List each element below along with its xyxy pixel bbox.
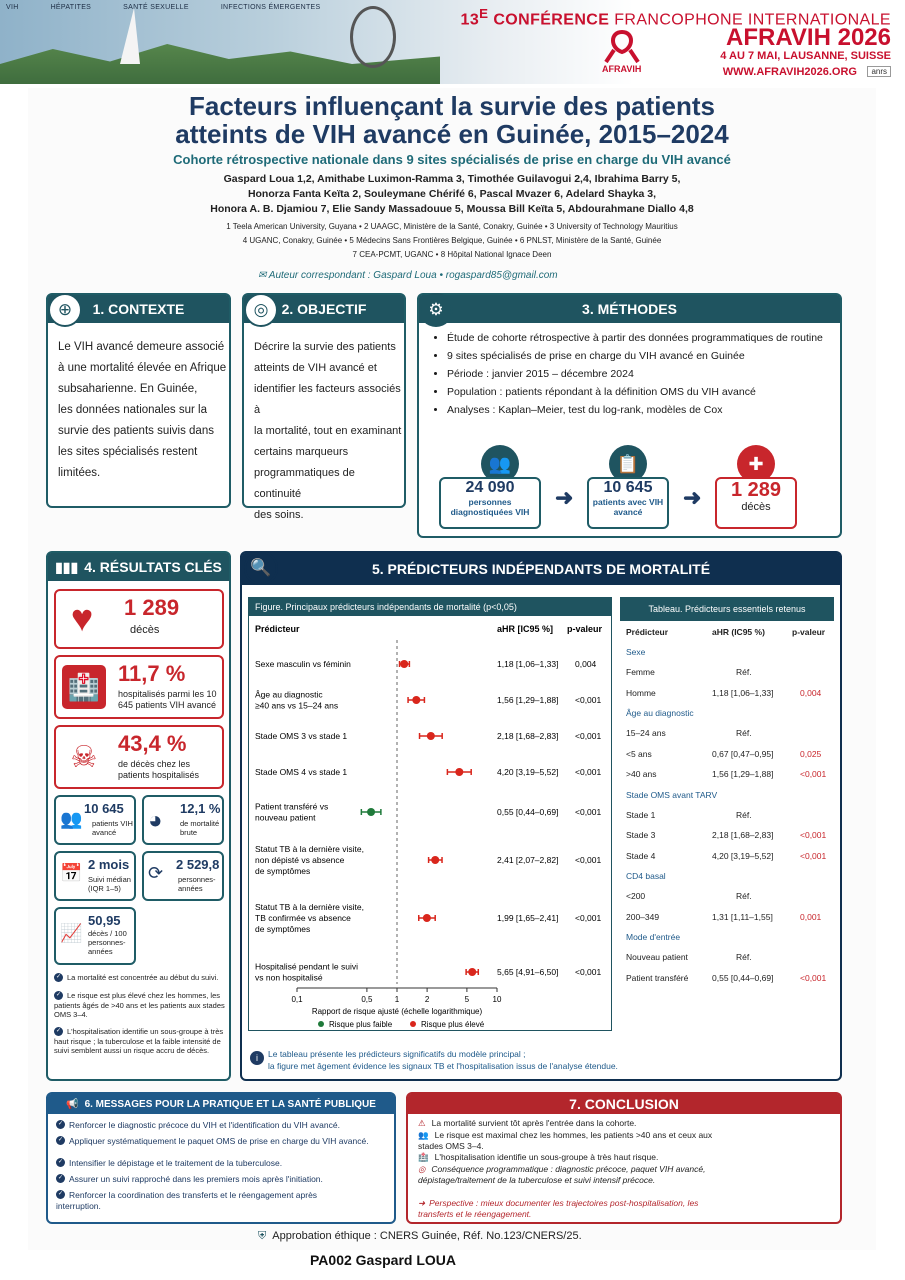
table-cell: Réf.	[736, 809, 752, 820]
column-header: Prédicteur	[255, 624, 300, 634]
bullet-text: Le risque est plus élevé chez les hommes, les patients âgés de >40 ans et les patients aux stades OMS 3–4.	[54, 991, 225, 1019]
text-line: atteints de VIH avancé et	[254, 362, 377, 374]
conclusion-item	[418, 1118, 718, 1129]
topic: INFECTIONS ÉMERGENTES	[220, 4, 321, 11]
conclusion-item	[418, 1152, 718, 1163]
stat-number: 12,1 %	[180, 801, 221, 816]
flow-number: 1 289	[730, 479, 782, 501]
flow-number: 10 645	[603, 479, 653, 496]
p-value: <0,001	[575, 695, 602, 705]
magnifier-icon: 🔍	[244, 551, 278, 585]
table-cell: 1,56 [1,29–1,88]	[712, 769, 774, 779]
legend-marker	[318, 1021, 324, 1027]
table-cell: Réf.	[736, 667, 752, 677]
text-line: subsaharienne. En Guinée,	[58, 383, 198, 395]
authors-line: Honorza Fanta Keïta 2, Souleymane Chérifé 6, Pascal Mvazer 6, Adelard Shayka 3,	[247, 188, 657, 200]
pie-icon: ◕	[148, 807, 163, 834]
flow-label: décès	[741, 501, 771, 513]
hr-value: 4,20 [3,19–5,52]	[497, 767, 559, 777]
list-item: • 9 sites spécialisés de prise en charge du VIH avancé en Guinée	[447, 349, 833, 364]
resultats-header	[48, 553, 229, 581]
poster	[28, 88, 876, 1250]
p-value: <0,001	[575, 767, 602, 777]
stat-label: patients VIH avancé	[92, 819, 133, 837]
table-section: CD4 basal	[626, 871, 666, 881]
x-tick-label: 5	[464, 995, 470, 1004]
table-cell: >40 ans	[626, 769, 657, 779]
conclusion-title: 7. CONCLUSION	[569, 1096, 679, 1112]
table-cell: 0,004	[800, 687, 822, 698]
message-text: Assurer un suivi rapproché dans les premiers mois après l'initiation.	[69, 1174, 323, 1184]
hr-point	[367, 808, 375, 816]
contexte-title: 1. CONTEXTE	[92, 301, 185, 317]
hospital-icon: 🏥	[62, 665, 106, 709]
message-text: Intensifier le dépistage et le traitement de la tuberculose.	[69, 1158, 283, 1168]
text-line: à une mortalité élevée en Afrique	[58, 362, 227, 374]
conclusion-text: L'hospitalisation identifie un sous-groupe à très haut risque.	[434, 1152, 659, 1162]
hr-value: 2,18 [1,68–2,83]	[497, 731, 559, 741]
predictor-label: Stade OMS 3 vs stade 1	[255, 731, 348, 741]
list-item: • Période : janvier 2015 – décembre 2024	[447, 367, 833, 382]
arrow-right-icon: ➜	[683, 485, 702, 510]
forest-plot	[248, 597, 612, 1031]
conclusion-item	[418, 1164, 718, 1186]
p-value: <0,001	[575, 855, 602, 865]
conclusion-text: Conséquence programmatique : diagnostic précoce, paquet VIH avancé, dépistage/traitement de la tuberculose et suivi intensif précoce.	[418, 1164, 706, 1185]
conclusion-text: La mortalité survient tôt après l'entrée dans la cohorte.	[431, 1118, 637, 1128]
correspondent[interactable]	[258, 270, 558, 281]
conf-word: CONFÉRENCE	[493, 11, 610, 29]
text-line: certains marqueurs	[254, 446, 349, 458]
x-tick-label: 10	[492, 995, 502, 1004]
check-icon: ✓	[57, 1175, 64, 1181]
table-cell: 1,31 [1,11–1,55]	[712, 911, 773, 922]
hr-point	[427, 732, 435, 740]
key-number: 1 289	[124, 595, 180, 620]
stat-number: 10 645	[84, 801, 124, 816]
text-line: identifier les facteurs associés à	[254, 383, 401, 416]
x-axis-label: Rapport de risque ajusté (échelle logarithmique)	[311, 1007, 483, 1016]
perspective-text: Perspective : mieux documenter les trajectoires post-hospitalisation, les transferts et le réengagement.	[418, 1198, 699, 1219]
calendar-icon: 📅	[60, 863, 83, 883]
hr-point	[423, 914, 431, 922]
table-cell: <0,001	[800, 769, 827, 779]
hr-value: 1,56 [1,29–1,88]	[497, 695, 559, 705]
table-section: Sexe	[626, 647, 646, 657]
table-cell: 0,025	[800, 748, 822, 759]
topic: HÉPATITES	[50, 4, 92, 11]
shield-icon: ⛨	[258, 1230, 267, 1242]
logo-text: AFRAVIH	[602, 64, 642, 74]
list-item: • Analyses : Kaplan–Meier, test du log-rank, modèles de Cox	[447, 403, 833, 418]
stat-person-years	[142, 851, 224, 901]
predictor-label: Statut TB à la dernière visite,	[255, 902, 364, 912]
target-icon: ◎	[244, 293, 278, 327]
hr-point	[400, 660, 408, 668]
legend-marker	[410, 1021, 416, 1027]
messages-panel	[46, 1092, 396, 1224]
message-item	[56, 1120, 386, 1131]
people-icon: 👥	[60, 809, 83, 829]
table-cell: <0,001	[800, 850, 827, 861]
note-line: la figure met âgement évidence les signaux TB et l'hospitalisation issus de l'analyse étendue.	[268, 1061, 618, 1071]
table-cell: Stade 3	[626, 830, 656, 840]
table-header: aHR (IC95 %)	[712, 627, 765, 637]
conclusion-item	[418, 1130, 718, 1152]
p-value: 0,004	[575, 659, 597, 669]
table-cell: <0,001	[800, 830, 827, 840]
list-item: • Population : patients répondant à la définition OMS du VIH avancé	[447, 385, 833, 400]
predictor-label: Patient transféré vs	[255, 801, 329, 812]
gear-icon: ⚙	[419, 293, 453, 327]
methodes-panel	[417, 293, 842, 538]
table-cell: 0,55 [0,44–0,69]	[712, 972, 774, 983]
flow-box-advanced	[587, 477, 669, 529]
table-cell: Stade 1	[626, 809, 656, 820]
predictor-label: TB confirmée vs absence	[255, 913, 351, 923]
predictor-label: Stade OMS 4 vs stade 1	[255, 767, 348, 777]
flow-label: patients avec VIH avancé	[592, 497, 664, 517]
stat-label: décès / 100 personnes-années	[88, 929, 127, 956]
table-cell: 200–349	[626, 911, 660, 922]
message-item	[56, 1174, 386, 1185]
people-icon: 👥	[481, 445, 519, 483]
bullet-text: La mortalité est concentrée au début du suivi.	[67, 973, 219, 982]
table-cell: 1,18 [1,06–1,33]	[712, 687, 774, 698]
table-cell: Nouveau patient	[626, 952, 688, 962]
topic: SANTÉ SEXUELLE	[123, 4, 189, 11]
authors-line: Honora A. B. Djamiou 7, Elie Sandy Massadouue 5, Moussa Bill Keïta 5, Abdourahmane Diallo 4,8	[210, 203, 694, 215]
p-value: <0,001	[575, 731, 602, 741]
key-hospital-deaths	[54, 725, 224, 789]
predicteurs-header	[242, 553, 840, 585]
hr-value: 1,18 [1,06–1,33]	[497, 659, 559, 669]
text-line: survie des patients suivis dans	[58, 425, 214, 437]
predictor-label: vs non hospitalisé	[255, 972, 323, 983]
table-section: Mode d'entrée	[626, 932, 681, 942]
key-number: 43,4 %	[118, 731, 187, 756]
stat-label: Suivi médian (IQR 1–5)	[88, 875, 131, 893]
table-cell: Femme	[626, 667, 655, 677]
sculpture-illustration	[350, 6, 396, 68]
arrow-right-icon: ➜	[418, 1198, 426, 1208]
methodes-header	[419, 295, 840, 323]
info-icon: i	[250, 1051, 264, 1065]
methodes-list	[433, 331, 833, 421]
key-deaths	[54, 589, 224, 649]
authors-line: Gaspard Loua 1,2, Amithabe Luximon-Ramma 3, Timothée Guilavogui 2,4, Ibrahima Barry 5,	[223, 173, 681, 185]
check-icon: ✓	[55, 992, 62, 998]
x-tick-label: 2	[424, 995, 430, 1004]
stat-label: personnes-années	[178, 875, 216, 893]
table-header: Prédicteur	[626, 627, 669, 637]
table-cell: 0,67 [0,47–0,95]	[712, 748, 774, 759]
message-item	[56, 1158, 386, 1169]
subtitle: Cohorte rétrospective nationale dans 9 sites spécialisés de prise en charge du VIH avancé	[173, 152, 731, 167]
flow-box-deaths	[715, 477, 797, 529]
column-header: aHR [IC95 %]	[497, 624, 554, 634]
stat-followup	[54, 851, 136, 901]
conference-dates: 4 AU 7 MAI, LAUSANNE, SUISSE	[720, 50, 891, 62]
clipboard-icon: 📋	[609, 445, 647, 483]
medical-cross-icon: ✚	[737, 445, 775, 483]
forest-plot-svg	[249, 616, 611, 1030]
table-cell: <0,001	[800, 972, 827, 983]
stat-label: de mortalité brute	[180, 819, 220, 837]
conference-website[interactable]: WWW.AFRAVIH2026.ORG	[722, 66, 857, 78]
flow-number: 24 090	[465, 479, 515, 496]
conclusion-header	[408, 1094, 840, 1114]
result-bullet	[54, 973, 226, 983]
title-line-2: atteints de VIH avancé en Guinée, 2015–2024	[175, 119, 729, 149]
anrs-logo: anrs	[867, 66, 891, 77]
conclusion-perspective	[418, 1198, 718, 1220]
correspondent-text: Auteur correspondant : Gaspard Loua • rogaspard85@gmail.com	[268, 270, 558, 281]
conference-banner	[0, 0, 905, 84]
result-bullet	[54, 991, 226, 1020]
person-cycle-icon: ⟳	[148, 863, 164, 883]
hr-value: 5,65 [4,91–6,50]	[497, 967, 559, 977]
predictor-label: Hospitalisé pendant le suivi	[255, 961, 359, 972]
hr-value: 1,99 [1,65–2,41]	[497, 913, 559, 923]
hr-point	[468, 968, 476, 976]
predictor-label: Sexe masculin vs féminin	[255, 659, 351, 669]
conf-word2: FRANCOPHONE INTERNATIONALE	[614, 11, 891, 29]
x-tick-label: 0,1	[291, 995, 303, 1004]
flow-label: personnes diagnostiquées VIH	[450, 497, 530, 517]
list-item: • Étude de cohorte rétrospective à partir des données programmatiques de routine	[447, 331, 833, 346]
table-section: Stade OMS avant TARV	[626, 789, 718, 800]
key-number: 11,7 %	[118, 661, 186, 686]
hr-point	[431, 856, 439, 864]
figure-title: Figure. Principaux prédicteurs indépendants de mortalité (p<0,05)	[249, 598, 611, 616]
predictor-label: ≥40 ans vs 15–24 ans	[255, 700, 339, 711]
stat-rate	[54, 907, 136, 965]
afravih-ribbon-logo	[600, 30, 644, 74]
bullet-text: L'hospitalisation identifie un sous-groupe à très haut risque ; la tuberculose et la faible intensité de suivi semblent aussi un risque accru de décès.	[54, 1027, 224, 1055]
envelope-icon: ✉	[258, 270, 269, 281]
hospital-icon: 🏥	[418, 1152, 429, 1162]
predicteurs-title: 5. PRÉDICTEURS INDÉPENDANTS DE MORTALITÉ	[371, 561, 711, 577]
messages-title: 6. MESSAGES POUR LA PRATIQUE ET LA SANTÉ PUBLIQUE	[84, 1098, 376, 1110]
table-cell: 15–24 ans	[626, 728, 666, 738]
stat-mortality	[142, 795, 224, 845]
table-cell: Réf.	[736, 891, 752, 901]
p-value: <0,001	[575, 967, 602, 977]
table-cell: <5 ans	[626, 748, 652, 759]
result-bullet	[54, 1027, 226, 1056]
legend-label: Risque plus faible	[329, 1020, 393, 1029]
key-label: décès	[130, 624, 160, 636]
ethics-text: Approbation éthique : CNERS Guinée, Réf. No.123/CNERS/25.	[272, 1230, 582, 1242]
skull-icon: ☠	[70, 740, 98, 774]
contexte-text	[58, 337, 226, 484]
people-icon: 👥	[418, 1130, 429, 1140]
flow-box-diagnosed	[439, 477, 541, 529]
message-text: Appliquer systématiquement le paquet OMS de prise en charge du VIH avancé.	[69, 1136, 369, 1146]
predicteurs-note	[250, 1049, 618, 1071]
hr-value: 2,41 [2,07–2,82]	[497, 855, 559, 865]
key-label: hospitalisés parmi les 10 645 patients VIH avancé	[118, 689, 217, 710]
arrow-right-icon: ➜	[555, 485, 574, 510]
hr-point	[412, 696, 420, 704]
sailboat-illustration	[120, 8, 140, 64]
text-line: Décrire la survie des patients	[254, 341, 396, 353]
topic: VIH	[6, 4, 19, 11]
globe-icon: ⊕	[48, 293, 82, 327]
table-cell: Stade 4	[626, 850, 656, 861]
table-cell: Réf.	[736, 952, 752, 962]
affiliation-line: 1 Teela American University, Guyana • 2 UAAGC, Ministère de la Santé, Conakry, Guinée • 3 University of Technology Mauritius	[226, 222, 678, 231]
text-line: limitées.	[58, 467, 101, 479]
predictor-label: non dépisté vs absence	[255, 855, 345, 865]
ethics-approval	[258, 1230, 582, 1243]
predictor-label: Statut TB à la dernière visite,	[255, 844, 364, 854]
conference-name: AFRAVIH 2026	[726, 24, 891, 51]
affiliation-line: 4 UGANC, Conakry, Guinée • 5 Médecins Sans Frontières Belgique, Guinée • 6 PNLST, Ministère de la Santé, Guinée	[242, 236, 662, 245]
table-cell: 4,20 [3,19–5,52]	[712, 850, 774, 861]
hr-value: 0,55 [0,44–0,69]	[497, 807, 559, 817]
megaphone-icon: 📢	[66, 1098, 79, 1110]
stat-number: 50,95	[88, 913, 121, 928]
conclusion-panel	[406, 1092, 842, 1224]
predictor-label: Âge au diagnostic	[255, 689, 323, 700]
alert-icon: ⚠	[418, 1118, 426, 1128]
bar-chart-icon: ▮▮▮	[55, 558, 79, 575]
text-line: la mortalité, tout en examinant	[254, 425, 402, 437]
text-line: les sites spécialisés restent	[58, 446, 198, 458]
target-icon: ◎	[418, 1164, 426, 1174]
table-cell: Patient transféré	[626, 972, 689, 983]
key-label: de décès chez les patients hospitalisés	[118, 759, 200, 780]
stat-number: 2 529,8	[176, 857, 220, 872]
check-icon: ✓	[57, 1191, 64, 1197]
p-value: <0,001	[575, 913, 602, 923]
table-cell: 2,18 [1,68–2,83]	[712, 830, 774, 840]
objectif-text	[254, 337, 404, 526]
table-section: Âge au diagnostic	[626, 708, 694, 718]
table-cell: <200	[626, 891, 646, 901]
table-body	[620, 621, 834, 1007]
hr-point	[455, 768, 463, 776]
methodes-title: 3. MÉTHODES	[582, 301, 677, 317]
banner-topics	[6, 4, 320, 11]
contexte-panel	[46, 293, 231, 508]
message-item	[56, 1136, 386, 1147]
message-text: Renforcer le diagnostic précoce du VIH et l'identification du VIH avancé.	[69, 1120, 340, 1130]
table-cell: Réf.	[736, 728, 752, 738]
conf-num: 13	[460, 11, 480, 29]
affiliation-line: 7 CEA-PCMT, UGANC • 8 Hôpital National Ignace Deen	[352, 250, 552, 259]
text-line: des soins.	[254, 509, 304, 521]
table-header: p-valeur	[792, 627, 826, 637]
table-cell: Homme	[626, 687, 656, 698]
message-text: Renforcer la coordination des transferts et le réengagement après interruption.	[56, 1190, 318, 1211]
check-icon: ✓	[57, 1159, 64, 1165]
text-line: les données nationales sur la	[58, 404, 207, 416]
legend-label: Risque plus élevé	[421, 1020, 485, 1029]
predictor-label: nouveau patient	[255, 812, 316, 823]
check-icon: ✓	[55, 974, 62, 980]
table-title: Tableau. Prédicteurs essentiels retenus	[620, 597, 834, 621]
objectif-title: 2. OBJECTIF	[281, 301, 367, 317]
predictor-label: de symptômes	[255, 924, 311, 934]
resultats-panel	[46, 551, 231, 1081]
check-icon: ✓	[57, 1137, 64, 1143]
table-cell: 0,001	[800, 911, 822, 922]
stat-number: 2 mois	[88, 857, 130, 872]
check-icon: ✓	[57, 1121, 64, 1127]
message-item	[56, 1190, 346, 1212]
poster-code: PA002 Gaspard LOUA	[310, 1252, 457, 1268]
p-value: <0,001	[575, 807, 602, 817]
column-header: p-valeur	[567, 624, 603, 634]
key-hospitalised	[54, 655, 224, 719]
resultats-title: 4. RÉSULTATS CLÉS	[84, 559, 222, 575]
text-line: Le VIH avancé demeure associé	[58, 341, 225, 353]
heart-pulse-icon: ♥	[70, 597, 94, 640]
predicteurs-panel	[240, 551, 842, 1081]
text-line: programmatiques de continuité	[254, 467, 355, 500]
trend-up-icon: 📈	[60, 923, 83, 943]
x-tick-label: 1	[394, 995, 400, 1004]
note-line: Le tableau présente les prédicteurs significatifs du modèle principal ;	[268, 1049, 526, 1059]
x-tick-label: 0,5	[361, 995, 373, 1004]
check-icon: ✓	[55, 1028, 62, 1034]
predictor-label: de symptômes	[255, 866, 311, 876]
predictors-table	[620, 597, 834, 1007]
messages-header	[48, 1094, 394, 1114]
conf-sup: E	[479, 6, 489, 21]
conclusion-text: Le risque est maximal chez les hommes, les patients >40 ans et ceux aux stades OMS 3–4.	[418, 1130, 713, 1151]
title-line-1: Facteurs influençant la survie des patients	[189, 91, 715, 121]
stat-patients	[54, 795, 136, 845]
